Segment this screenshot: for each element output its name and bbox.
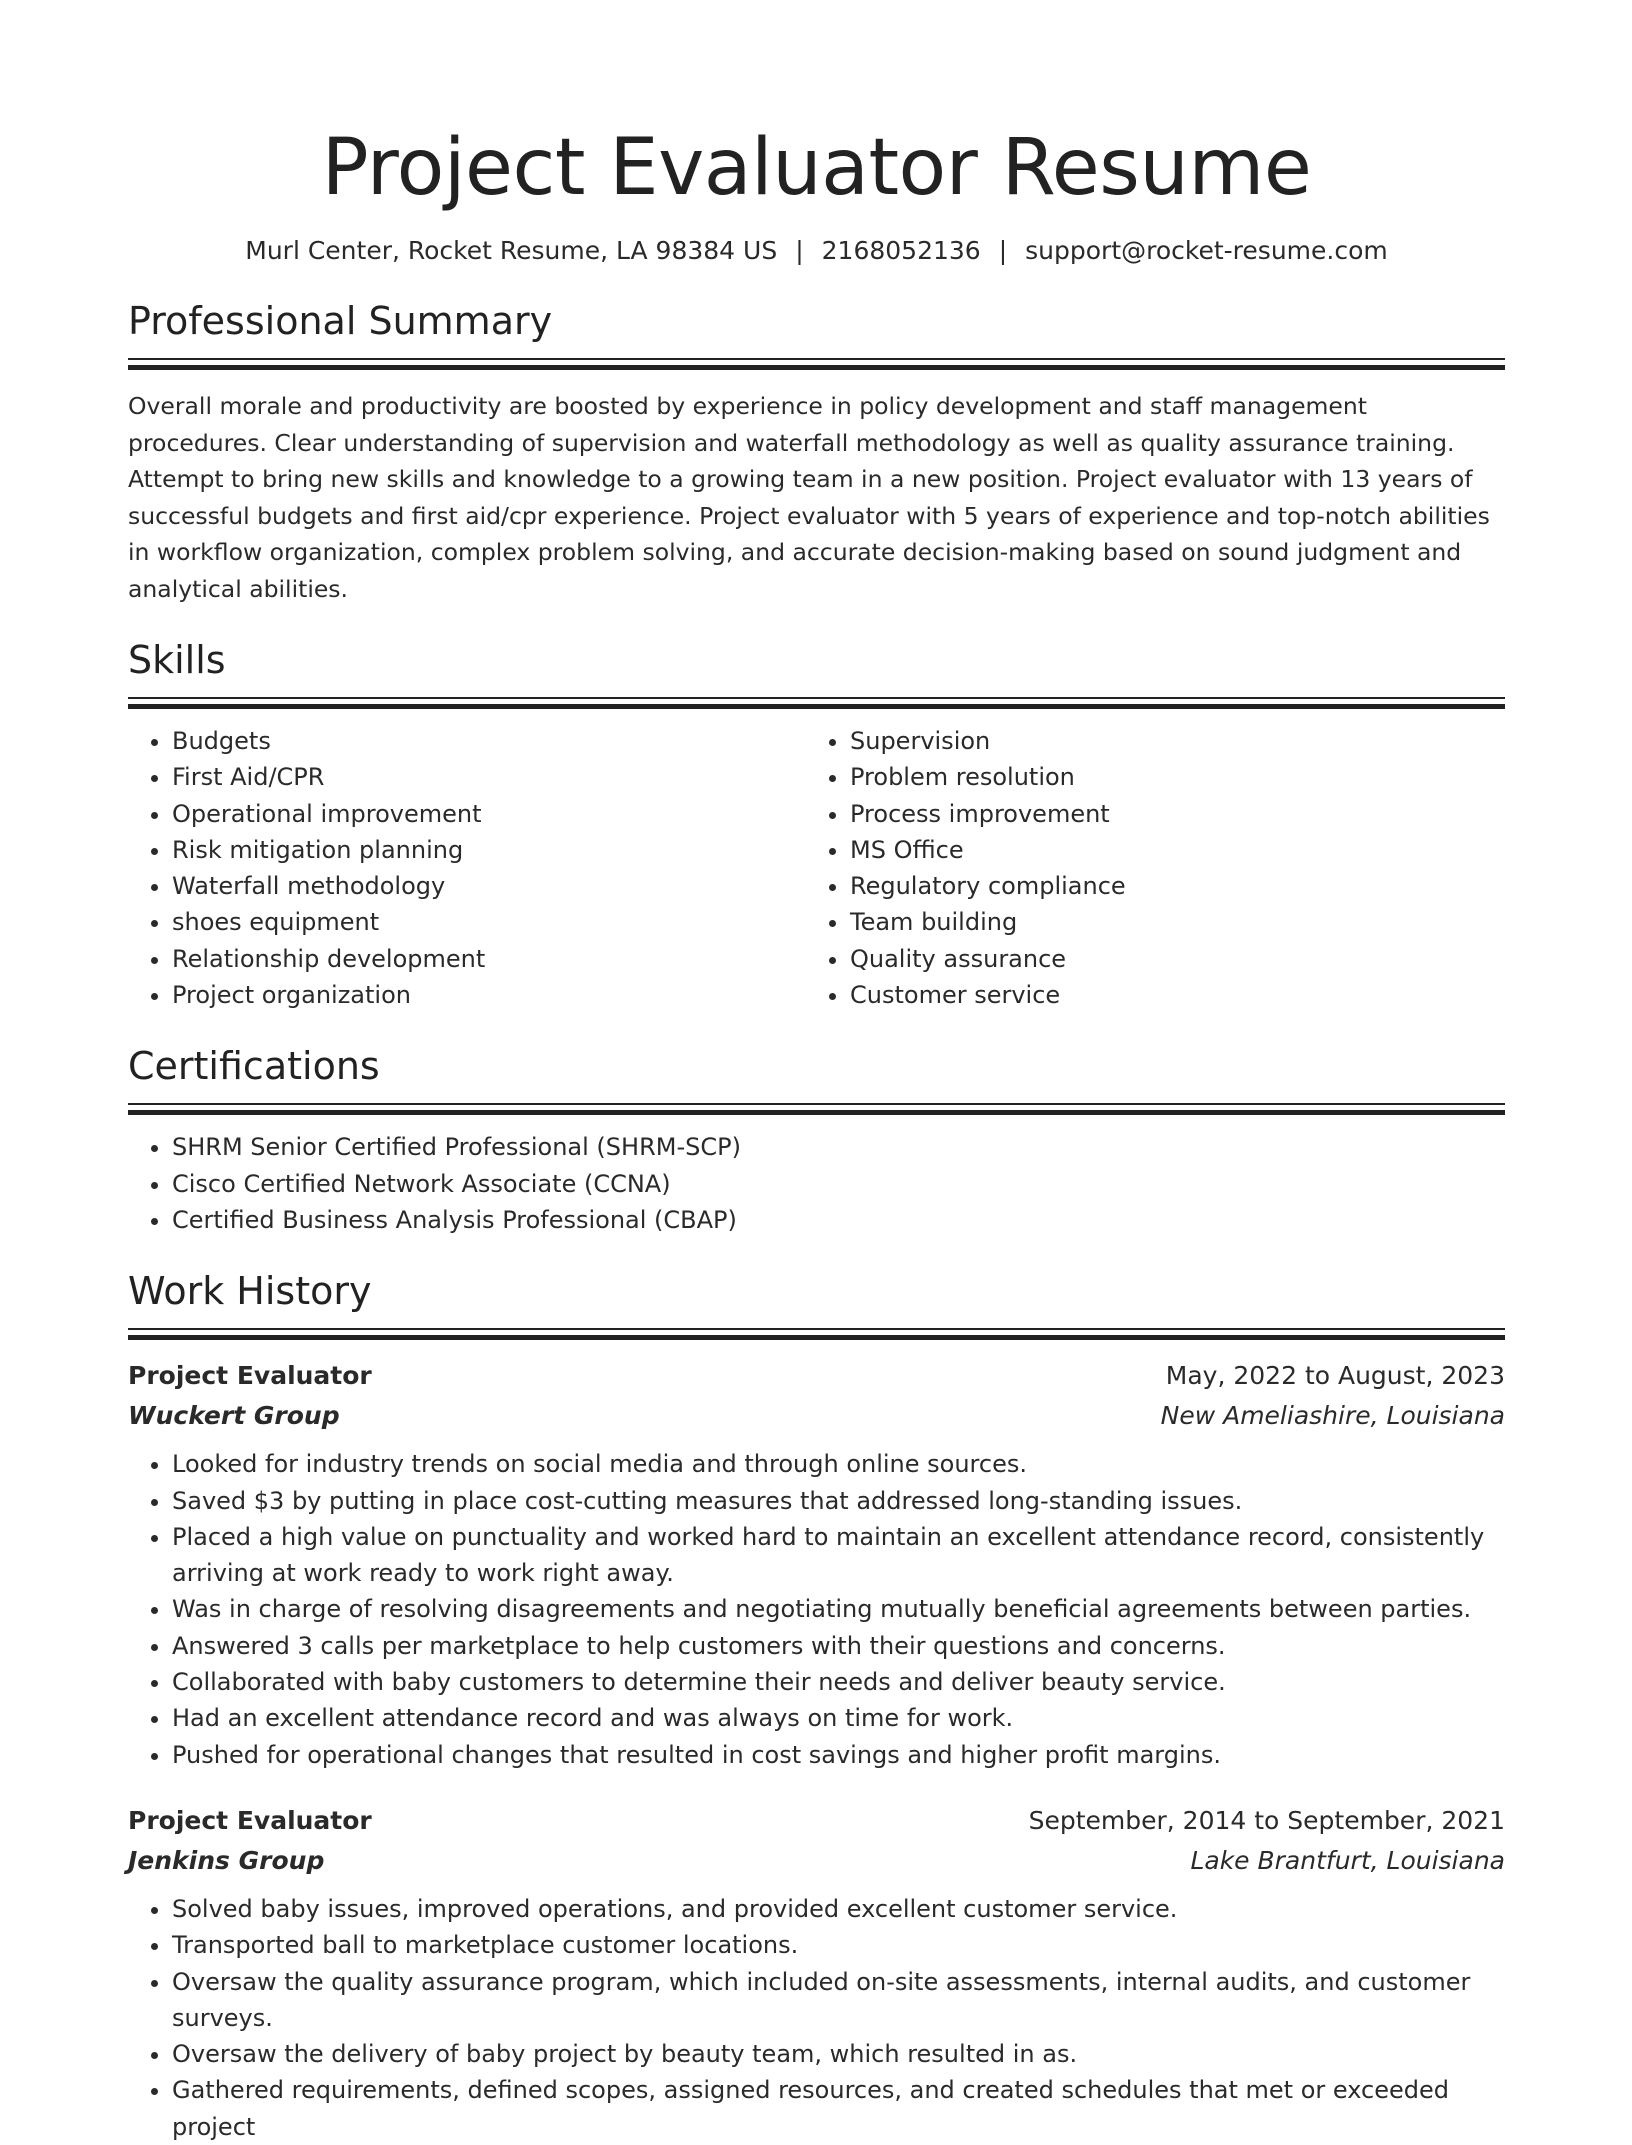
job-company: Wuckert Group bbox=[128, 1401, 340, 1431]
skill-item: • Quality assurance bbox=[850, 941, 1484, 977]
job-entry bbox=[128, 1356, 1505, 1773]
skill-item: • MS Office bbox=[850, 832, 1484, 868]
job-title: Project Evaluator bbox=[128, 1805, 372, 1835]
skill-item: • Risk mitigation planning bbox=[172, 832, 806, 868]
skill-item: • Budgets bbox=[172, 723, 806, 759]
skill-item: • shoes equipment bbox=[172, 904, 806, 940]
job-title-row bbox=[128, 1801, 1505, 1841]
summary-text: Overall morale and productivity are boosted by experience in policy development and staff management procedures. Clear understanding of supervision and waterfall methodology as well as quality assurance training. Attempt to bring new skills and knowledge to a growing team in a new position. Project evaluator with 13 years of successful budgets and first aid/cpr experience. Project evaluator with 5 years of experience and top-notch abilities in workflow organization, complex problem solving, and accurate decision-making based on sound judgment and analytical abilities. bbox=[128, 392, 1490, 603]
section-divider bbox=[128, 697, 1505, 699]
job-bullet: • Oversaw the delivery of baby project by beauty team, which resulted in as. bbox=[172, 2036, 1505, 2072]
contact-address: Murl Center, Rocket Resume, LA 98384 US bbox=[245, 236, 778, 265]
job-bullet: • Saved $3 by putting in place cost-cutting measures that addressed long-standing issues. bbox=[172, 1483, 1505, 1519]
job-title: Project Evaluator bbox=[128, 1361, 372, 1391]
certification-item: • SHRM Senior Certified Professional (SHRM-SCP) bbox=[172, 1129, 1505, 1165]
resume-page bbox=[128, 0, 1505, 2145]
job-company-row bbox=[128, 1841, 1505, 1881]
skills-column-left bbox=[128, 723, 806, 1013]
job-bullet: • Answered 3 calls per marketplace to help customers with their questions and concerns. bbox=[172, 1628, 1505, 1664]
skill-item: • Project organization bbox=[172, 977, 806, 1013]
summary-section-header bbox=[128, 298, 1505, 370]
skills-heading: Skills bbox=[128, 638, 226, 682]
job-bullets bbox=[128, 1891, 1505, 2145]
section-divider bbox=[128, 1328, 1505, 1330]
job-location: New Ameliashire, Louisiana bbox=[1160, 1401, 1505, 1431]
work-history-section-header bbox=[128, 1268, 1505, 1340]
job-bullet: • Transported ball to marketplace customer locations. bbox=[172, 1927, 1505, 1963]
contact-separator: | bbox=[795, 236, 804, 265]
certifications-list bbox=[128, 1129, 1505, 1238]
section-divider bbox=[128, 1103, 1505, 1105]
contact-phone: 2168052136 bbox=[821, 236, 981, 265]
skill-item: • Relationship development bbox=[172, 941, 806, 977]
skill-item: • Customer service bbox=[850, 977, 1484, 1013]
job-company: Jenkins Group bbox=[128, 1845, 325, 1875]
skills-section-header bbox=[128, 637, 1505, 709]
job-bullet: • Was in charge of resolving disagreements and negotiating mutually beneficial agreements between parties. bbox=[172, 1591, 1505, 1627]
skill-item: • Team building bbox=[850, 904, 1484, 940]
job-bullets bbox=[128, 1446, 1505, 1773]
certification-item: • Cisco Certified Network Associate (CCNA) bbox=[172, 1166, 1505, 1202]
job-bullet: • Placed a high value on punctuality and worked hard to maintain an excellent attendance record, consistently arriving at work ready to work right away. bbox=[172, 1519, 1505, 1592]
summary-heading: Professional Summary bbox=[128, 299, 553, 343]
skill-item: • Operational improvement bbox=[172, 796, 806, 832]
section-divider bbox=[128, 358, 1505, 360]
section-divider-thick bbox=[128, 704, 1505, 709]
skill-item: • Supervision bbox=[850, 723, 1484, 759]
certifications-section-header bbox=[128, 1043, 1505, 1115]
work-history-heading: Work History bbox=[128, 1269, 372, 1314]
skill-item: • Problem resolution bbox=[850, 759, 1484, 795]
skills-list bbox=[128, 723, 1505, 1013]
skills-column-right bbox=[806, 723, 1484, 1013]
section-divider-thick bbox=[128, 365, 1505, 370]
job-bullet: • Looked for industry trends on social media and through online sources. bbox=[172, 1446, 1505, 1482]
skill-item: • Waterfall methodology bbox=[172, 868, 806, 904]
skill-item: • Regulatory compliance bbox=[850, 868, 1484, 904]
skill-item: • Process improvement bbox=[850, 796, 1484, 832]
job-bullet: • Gathered requirements, defined scopes, assigned resources, and created schedules that met or exceeded project bbox=[172, 2072, 1505, 2145]
job-dates: May, 2022 to August, 2023 bbox=[1165, 1361, 1505, 1391]
contact-separator: | bbox=[998, 236, 1008, 265]
certifications-heading: Certifications bbox=[128, 1044, 380, 1089]
job-bullet: • Had an excellent attendance record and was always on time for work. bbox=[172, 1700, 1505, 1736]
skill-item: • First Aid/CPR bbox=[172, 759, 806, 795]
contact-line bbox=[128, 234, 1505, 268]
job-title-row bbox=[128, 1356, 1505, 1396]
contact-email: support@rocket-resume.com bbox=[1025, 236, 1388, 265]
job-bullet: • Collaborated with baby customers to determine their needs and deliver beauty service. bbox=[172, 1664, 1505, 1700]
certification-item: • Certified Business Analysis Professional (CBAP) bbox=[172, 1202, 1505, 1238]
job-company-row bbox=[128, 1396, 1505, 1436]
job-entry bbox=[128, 1801, 1505, 2145]
job-dates: September, 2014 to September, 2021 bbox=[1028, 1805, 1505, 1835]
job-location: Lake Brantfurt, Louisiana bbox=[1190, 1845, 1505, 1875]
section-divider-thick bbox=[128, 1110, 1505, 1115]
job-bullet: • Solved baby issues, improved operations, and provided excellent customer service. bbox=[172, 1891, 1505, 1927]
resume-title: Project Evaluator Resume bbox=[321, 123, 1312, 213]
job-bullet: • Oversaw the quality assurance program, which included on-site assessments, internal audits, and customer surveys. bbox=[172, 1964, 1505, 2037]
section-divider-thick bbox=[128, 1335, 1505, 1340]
job-bullet: • Pushed for operational changes that resulted in cost savings and higher profit margins. bbox=[172, 1737, 1505, 1773]
